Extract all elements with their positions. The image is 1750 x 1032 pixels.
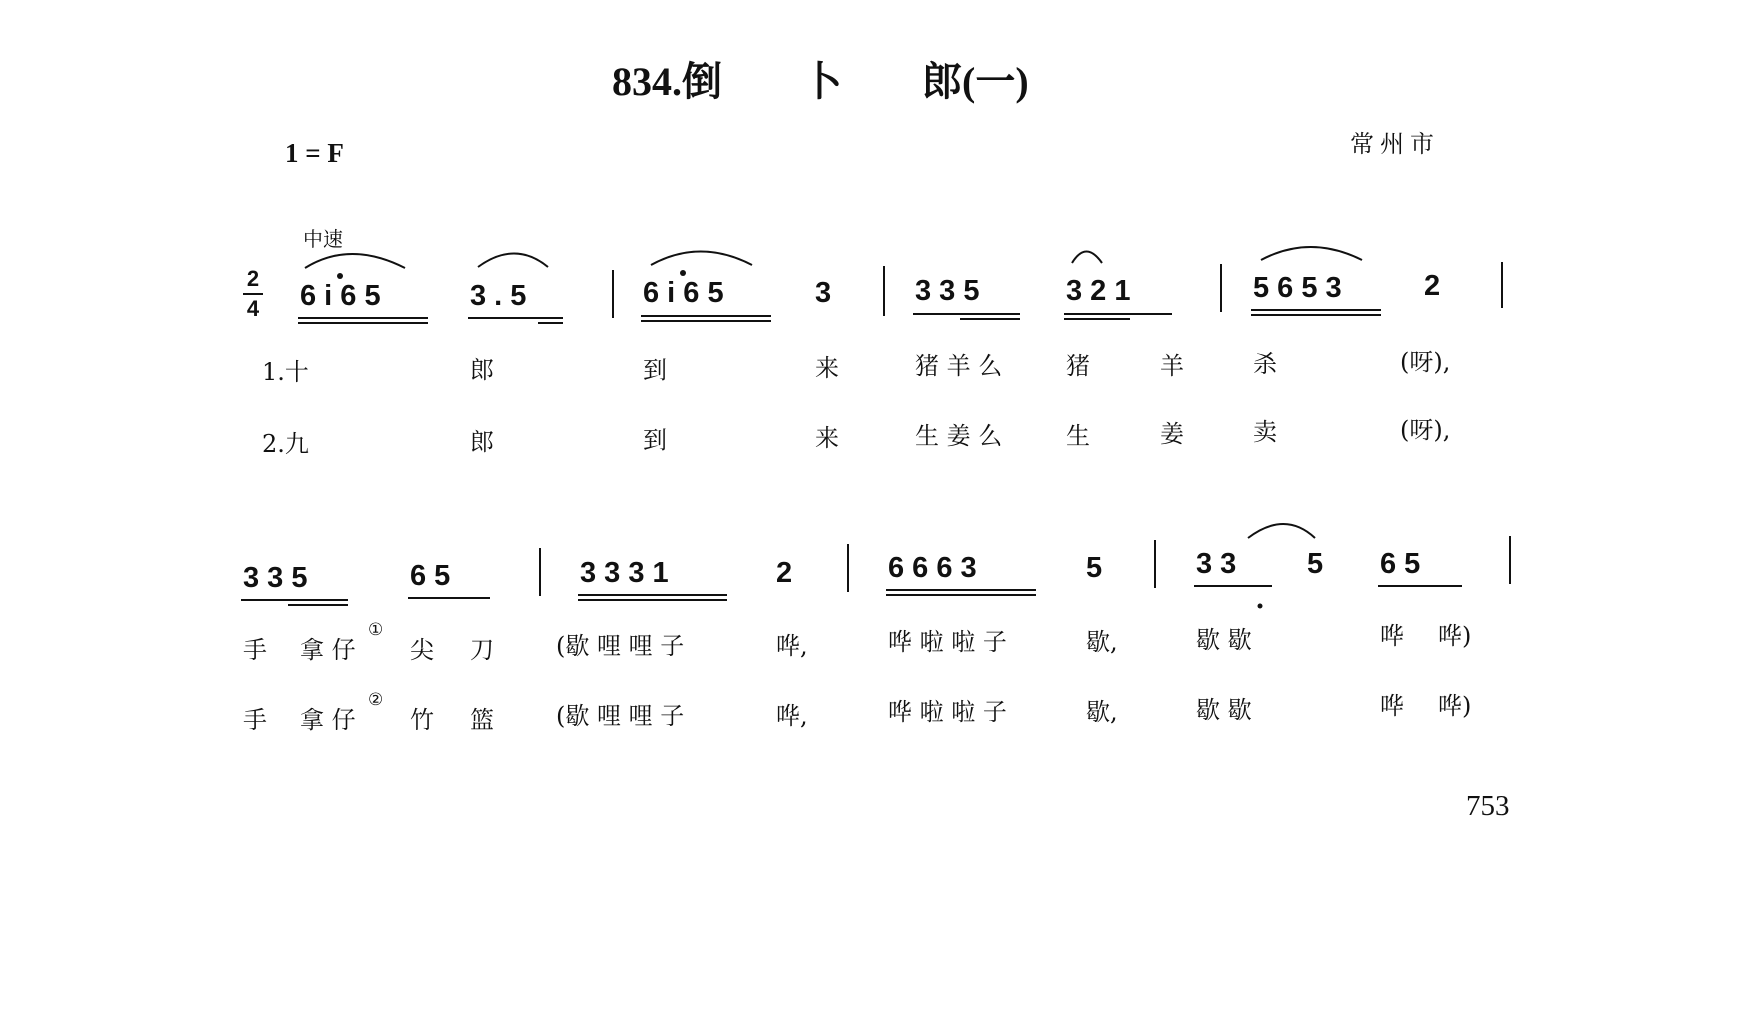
note-group: 6 5 (410, 560, 451, 592)
lyric-verse2: 哗 啦 啦 子 (888, 698, 1007, 726)
octave-dots (337, 270, 1263, 609)
note-group: 5 6 5 3 (1253, 272, 1342, 304)
lyric-verse1: (歇 哩 哩 子 (556, 632, 685, 660)
lyric-verse1: 羊 (1160, 352, 1184, 380)
note-group: 6 6 6 3 (888, 552, 977, 584)
lyric-verse2: 哗 (1380, 692, 1404, 720)
lyric-verse1: 哗, (776, 632, 808, 660)
lyric-verse2: 哗, (776, 702, 808, 730)
high-octave-dot (680, 270, 686, 276)
lyric-verse1: 哗 啦 啦 子 (888, 628, 1007, 656)
note-group: 3 2 1 (1066, 275, 1131, 307)
lyric-verse1: 猪 (1066, 352, 1090, 380)
meter-top: 2 (246, 266, 260, 291)
lyric-verse2: 篮 (470, 706, 494, 734)
note-group: 2 (776, 557, 793, 589)
slur (305, 254, 405, 268)
key-signature: 1 = F (285, 138, 344, 168)
lyric-verse1: 歇, (1086, 628, 1118, 656)
footnote-marker: ① (368, 620, 384, 640)
note-group: 5 (1307, 548, 1324, 580)
footnote-marker: ② (368, 690, 384, 710)
note-group: 3 3 5 (243, 562, 308, 594)
lyric-verse1: 猪 羊 么 (915, 352, 1003, 380)
lyric-verse2: 卖 (1253, 418, 1277, 446)
slur (1261, 247, 1362, 260)
lyric-verse2: 郎 (470, 428, 494, 456)
slur (651, 252, 752, 266)
lyric-verse2: (歇 哩 哩 子 (556, 702, 685, 730)
song-title: 834.倒 卜 郎(一) (612, 59, 1029, 104)
tempo-marking: 中速 (303, 227, 343, 251)
lyric-verse2: 拿 仔 (300, 706, 356, 734)
lyric-verse2: (呀), (1400, 416, 1451, 444)
note-group: 6 5 (1380, 548, 1421, 580)
meter-bottom: 4 (246, 296, 260, 321)
lyric-verse2: 到 (643, 426, 667, 454)
lyric-verse1: 尖 (410, 636, 434, 664)
lyric-verse2: 手 (243, 706, 267, 734)
lyric-verse1: 杀 (1253, 350, 1277, 378)
lyric-verse1: 歇 歇 (1196, 626, 1252, 654)
lyric-verse2: 歇, (1086, 698, 1118, 726)
note-group: 3 3 5 (915, 275, 980, 307)
note-group: 3 3 (1196, 548, 1237, 580)
lyric-verse1: 来 (815, 354, 839, 382)
lyric-verse2: 2.九 (262, 430, 309, 458)
note-group: 6 i 6 5 (643, 277, 724, 309)
high-octave-dot (337, 273, 343, 279)
lyric-verse2: 来 (815, 424, 839, 452)
note-group: 5 (1086, 552, 1103, 584)
lyric-verse2: 姜 (1160, 420, 1184, 448)
lyric-verse2: 生 (1066, 422, 1090, 450)
slur (1072, 252, 1102, 264)
lyric-verse1: 哗 (1380, 622, 1404, 650)
lyric-verse1: 1.十 (262, 358, 309, 386)
barlines (540, 262, 1510, 596)
note-group: 3 3 3 1 (580, 557, 669, 589)
lyric-verse2: 生 姜 么 (915, 422, 1003, 450)
page-number: 753 (1466, 790, 1510, 822)
place-of-origin: 常州市 (1350, 130, 1440, 158)
lyric-verse1: 手 (243, 636, 267, 664)
lyric-verse1: (呀), (1400, 348, 1451, 376)
lyric-verse2: 竹 (410, 706, 434, 734)
note-group: 3 . 5 (470, 280, 527, 312)
slur (1248, 524, 1315, 538)
slur (478, 254, 548, 268)
lyric-verse2: 哗) (1438, 692, 1472, 720)
lyric-verse1: 刀 (470, 636, 494, 664)
note-group: 3 (815, 277, 832, 309)
lyric-verse2: 歇 歇 (1196, 696, 1252, 724)
slurs (305, 247, 1362, 538)
lyric-verse1: 哗) (1438, 622, 1472, 650)
lyric-verse1: 拿 仔 (300, 636, 356, 664)
note-group: 6 i 6 5 (300, 280, 381, 312)
lyric-verse1: 到 (643, 356, 667, 384)
low-octave-dot (1258, 604, 1263, 609)
note-group: 2 (1424, 270, 1441, 302)
lyric-verse1: 郎 (470, 356, 494, 384)
rhythm-underlines (241, 310, 1462, 605)
